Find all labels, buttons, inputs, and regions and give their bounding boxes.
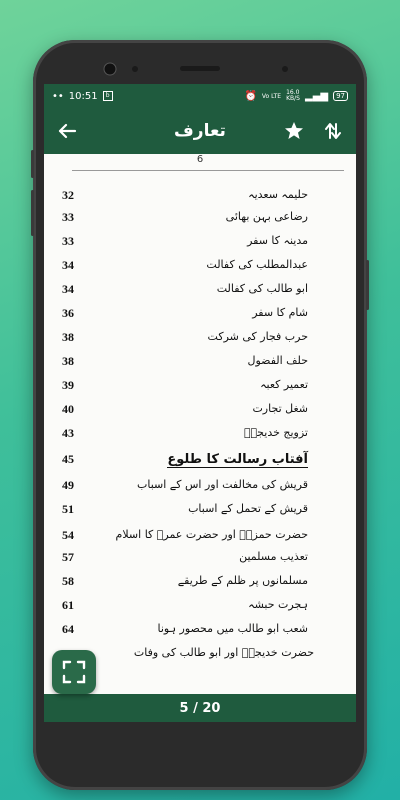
entry-page-number: 38 xyxy=(62,330,74,344)
entry-title: حرب فجار کی شرکت xyxy=(207,330,308,343)
list-item xyxy=(44,354,356,374)
notification-dots-icon: •• xyxy=(52,90,64,102)
entry-title: تعمیر کعبہ xyxy=(260,378,308,391)
list-item xyxy=(44,598,356,618)
entry-title: مسلمانوں پر ظلم کے طریقے xyxy=(177,574,308,587)
page-number: 6 xyxy=(196,154,204,165)
status-time: 10:51 xyxy=(68,90,98,102)
entry-title: حلف الفضول xyxy=(247,354,308,367)
list-item xyxy=(44,282,356,302)
entry-title: شغل تجارت xyxy=(252,402,308,415)
phone-side-button xyxy=(31,190,34,236)
list-item xyxy=(44,306,356,326)
entry-page-number: 40 xyxy=(62,402,74,416)
entry-page-number: 32 xyxy=(62,188,74,202)
signal-icon: ▂▄▆ xyxy=(305,90,329,102)
status-bar xyxy=(44,84,356,108)
entry-title: حلیمہ سعدیہ xyxy=(248,188,308,201)
document-page[interactable] xyxy=(44,154,356,694)
page-title: تعارف xyxy=(174,121,226,141)
swap-button[interactable] xyxy=(320,118,346,144)
phone-side-button xyxy=(31,150,34,178)
star-icon xyxy=(284,121,304,141)
fullscreen-icon xyxy=(62,660,86,684)
entry-page-number: 51 xyxy=(62,502,74,516)
entry-page-number: 54 xyxy=(62,528,74,542)
list-item xyxy=(44,258,356,278)
fullscreen-button[interactable] xyxy=(52,650,96,694)
entry-page-number: 43 xyxy=(62,426,74,440)
swap-vertical-icon xyxy=(324,121,342,141)
favorite-button[interactable] xyxy=(281,118,307,144)
list-item xyxy=(44,402,356,422)
entry-page-number: 38 xyxy=(62,354,74,368)
list-item xyxy=(44,502,356,522)
entry-page-number: 57 xyxy=(62,550,74,564)
list-item xyxy=(44,452,356,472)
entry-page-number: 33 xyxy=(62,210,74,224)
entry-title: رضاعی بہن بھائی xyxy=(225,210,308,223)
alarm-icon: ⏰ xyxy=(244,90,257,102)
entry-title: مدینہ کا سفر xyxy=(247,234,308,247)
phone-side-button xyxy=(366,260,369,310)
entry-page-number: 49 xyxy=(62,478,74,492)
entry-title: تزویج خدیجہؓ xyxy=(243,426,308,439)
entry-page-number: 39 xyxy=(62,378,74,392)
list-item xyxy=(44,528,356,548)
phone-sensors xyxy=(100,58,300,80)
app-screen xyxy=(44,84,356,722)
signal-label: Vo LTE xyxy=(261,92,282,100)
list-item xyxy=(44,330,356,350)
entry-title: ہجرت حبشہ xyxy=(248,598,308,611)
battery-icon: 97 xyxy=(333,91,348,101)
entry-title: شام کا سفر xyxy=(252,306,308,319)
top-app-bar xyxy=(44,108,356,154)
notification-icon: b xyxy=(103,91,113,101)
entry-title: حضرت حمزہؓ اور حضرت عمرؓ کا اسلام xyxy=(115,528,308,541)
list-item xyxy=(44,478,356,498)
entry-page-number: 61 xyxy=(62,598,74,612)
entry-title: ابو طالب کی کفالت xyxy=(216,282,308,295)
list-item xyxy=(44,622,356,642)
entry-page-number: 33 xyxy=(62,234,74,248)
entry-title: قریش کے تحمل کے اسباب xyxy=(188,502,308,515)
list-item xyxy=(44,210,356,230)
page-indicator-bar xyxy=(44,694,356,722)
network-speed: 16.0 KB/S xyxy=(286,89,300,102)
page-rule xyxy=(72,170,344,171)
page-indicator: 5 / 20 xyxy=(179,700,221,716)
list-item xyxy=(44,378,356,398)
list-item xyxy=(44,234,356,254)
entry-title: شعب ابو طالب میں محصور ہونا xyxy=(157,622,308,635)
entry-title: تعذیب مسلمین xyxy=(239,550,308,563)
list-item xyxy=(44,188,356,208)
entry-page-number: 58 xyxy=(62,574,74,588)
entry-page-number: 34 xyxy=(62,258,74,272)
list-item xyxy=(44,574,356,594)
entry-page-number: 36 xyxy=(62,306,74,320)
entry-title: حضرت خدیجہؓ اور ابو طالب کی وفات xyxy=(133,646,314,659)
entry-title: عبدالمطلب کی کفالت xyxy=(206,258,308,271)
entry-title: آفتاب رسالت کا طلوع xyxy=(167,452,308,467)
list-item xyxy=(44,550,356,570)
list-item xyxy=(44,426,356,446)
entry-page-number: 34 xyxy=(62,282,74,296)
entry-page-number: 45 xyxy=(62,452,74,466)
entry-title: قریش کی مخالفت اور اس کے اسباب xyxy=(136,478,308,491)
entry-page-number: 64 xyxy=(62,622,74,636)
